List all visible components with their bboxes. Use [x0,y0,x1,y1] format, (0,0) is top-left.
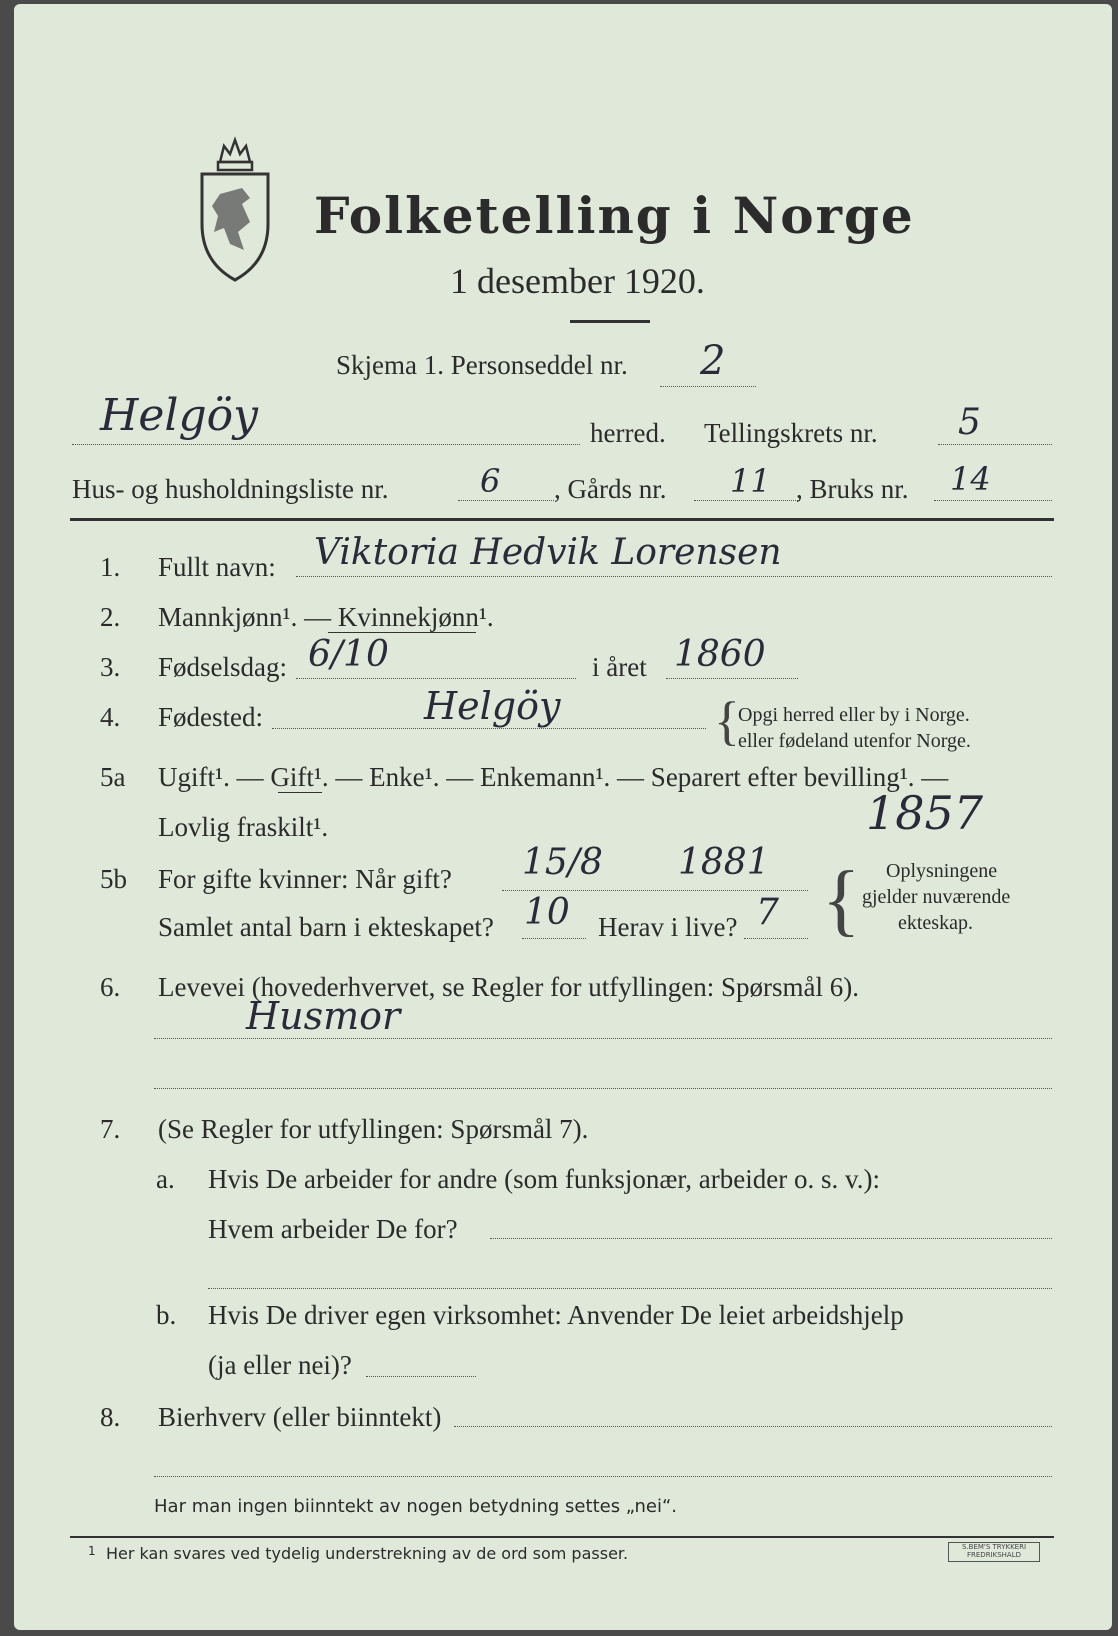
q7b-line1: Hvis De driver egen virksomhet: Anvender De leiet arbeidshjelp [208,1300,904,1330]
personseddel-value[interactable]: 2 [700,338,726,384]
q4-note-line1: Opgi herred eller by i Norge. [738,704,970,726]
q1-number: 1. [100,552,121,582]
printer-stamp-line1: S.BEM'S TRYKKERI [961,1543,1027,1551]
herred-line [72,444,580,445]
tellingskrets-value[interactable]: 5 [958,402,981,443]
q6-line1 [154,1038,1052,1039]
q4-note-line2: eller fødeland utenfor Norge. [738,730,971,752]
q7-number: 7. [100,1114,121,1144]
q5a-margin-note: 1857 [866,786,984,840]
title-divider [570,320,650,323]
q5b-note-line3: ekteskap. [898,912,973,934]
q5b-note-line1: Oplysningene [886,860,998,882]
q6-line2 [154,1088,1052,1089]
q2-selected-underline [328,632,476,633]
q1-full-name-value[interactable]: Viktoria Hedvik Lorensen [314,532,782,573]
footnote-text: Her kan svares ved tydelig understrekning av de ord som passer. [106,1544,629,1563]
q8-line2 [154,1476,1052,1477]
norway-coat-of-arms-icon [194,132,276,282]
q2-gender-options: Mannkjønn¹. — Kvinnekjønn¹. [158,602,494,632]
q1-label: Fullt navn: [158,552,276,582]
q4-brace: { [714,691,740,751]
q8-number: 8. [100,1402,121,1432]
skjema-label: Skjema 1. Personseddel nr. [336,350,628,380]
tellingskrets-line [938,444,1052,445]
husliste-value[interactable]: 6 [480,462,501,500]
q5b-marriage-date-value[interactable]: 15/8 [522,842,603,883]
herred-label: herred. [590,418,666,448]
q5a-selected-underline [278,792,322,793]
bruks-line [934,500,1052,501]
q6-number: 6. [100,972,121,1002]
q6-label: Levevei (hovederhvervet, se Regler for utfyllingen: Spørsmål 6). [158,972,860,1002]
q6-occupation-value[interactable]: Husmor [246,994,401,1038]
q8-line1 [454,1426,1052,1427]
q1-line [296,576,1052,577]
q4-birthplace-value[interactable]: Helgöy [424,684,561,728]
q3-birthday-value[interactable]: 6/10 [308,634,389,675]
q5b-note-line2: gjelder nuværende [862,886,1011,908]
form-title: Folketelling i Norge [314,186,915,245]
q5a-number: 5a [100,762,126,792]
q3-label: Fødselsdag: [158,652,288,682]
census-date: 1 desember 1920. [450,261,705,301]
q5b-label: For gifte kvinner: Når gift? [158,864,452,894]
q3-day-line [296,678,576,679]
q4-number: 4. [100,702,121,732]
gards-line [694,500,800,501]
footer-divider [70,1536,1054,1538]
q5b-children-value[interactable]: 10 [524,892,570,933]
gards-label: , Gårds nr. [554,474,667,504]
q7a-answer-line2 [208,1288,1052,1289]
tellingskrets-label: Tellingskrets nr. [704,418,878,448]
footer-note: Har man ingen biinntekt av nogen betydning settes „nei“. [154,1496,678,1517]
q3-year-label: i året [592,652,647,682]
herred-value[interactable]: Helgöy [100,390,258,441]
q3-year-line [666,678,798,679]
q3-number: 3. [100,652,121,682]
q7-label: (Se Regler for utfyllingen: Spørsmål 7). [158,1114,589,1144]
q7a-line1: Hvis De arbeider for andre (som funksjonær, arbeider o. s. v.): [208,1164,880,1194]
footnote-number: 1 [88,1544,96,1558]
husliste-line [458,500,554,501]
census-form-page [14,4,1112,1630]
husliste-label: Hus- og husholdningsliste nr. [72,474,389,504]
q5b-alive-line [744,938,808,939]
q5b-children-label: Samlet antal barn i ekteskapet? [158,912,494,942]
q7a-line2: Hvem arbeider De for? [208,1214,458,1244]
q5b-alive-label: Herav i live? [598,912,738,942]
q5a-marital-options: Ugift¹. — Gift¹. — Enke¹. — Enkemann¹. — Separert efter bevilling¹. — [158,762,949,792]
q4-label: Fødested: [158,702,263,732]
q5a-marital-options-line2: Lovlig fraskilt¹. [158,812,329,842]
q5b-children-line [522,938,586,939]
q8-label: Bierhverv (eller biinntekt) [158,1402,442,1432]
q5b-number: 5b [100,864,127,894]
q7b-answer-line [366,1376,476,1377]
q5b-date-line [502,890,808,891]
q7a-answer-line1 [490,1238,1052,1239]
q5b-marriage-year-value[interactable]: 1881 [678,842,770,883]
q7b-line2: (ja eller nei)? [208,1350,352,1380]
q4-line [272,728,706,729]
q7a-letter: a. [156,1164,175,1194]
personseddel-line [660,386,756,387]
bruks-value[interactable]: 14 [950,460,991,498]
header-divider [70,518,1054,521]
q3-year-value[interactable]: 1860 [674,634,766,675]
q2-number: 2. [100,602,121,632]
printer-stamp-line2: FREDRIKSHALD [966,1551,1021,1559]
q7b-letter: b. [156,1300,177,1330]
q5b-alive-value[interactable]: 7 [756,892,779,933]
q5b-brace: { [822,856,861,944]
gards-value[interactable]: 11 [730,462,771,500]
printer-stamp [948,1542,1040,1562]
bruks-label: , Bruks nr. [796,474,909,504]
